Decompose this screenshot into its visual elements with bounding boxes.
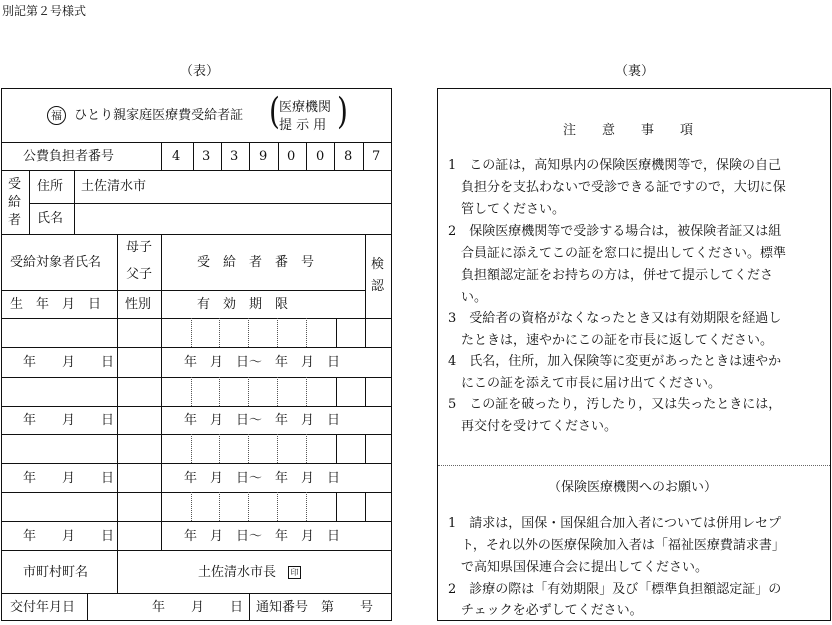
form-number-label: 別記第２号様式	[2, 4, 87, 18]
recipient-label-char-1: 受	[8, 177, 22, 192]
front-card	[1, 88, 392, 621]
row4-validity: 年 月 日～ 年 月 日	[184, 529, 341, 544]
card-title	[47, 106, 243, 125]
burden-digit-2: 3	[202, 149, 211, 164]
back-card	[437, 88, 831, 621]
fushi-label: 父子	[126, 267, 153, 282]
note-4-line-2: にこの証を添えて市長に届け出てください。	[461, 376, 722, 391]
address-value: 土佐清水市	[81, 179, 147, 194]
note-1-line-3: 管してください。	[461, 202, 566, 217]
row2-validity: 年 月 日～ 年 月 日	[184, 413, 341, 428]
recipient-label-char-3: 者	[8, 213, 22, 228]
burden-digit-4: 9	[259, 149, 268, 164]
request-1-line-2: ト，それ以外の医療保険加入者は「福祉医療費請求書」	[461, 538, 785, 553]
issue-date-value: 年 月 日	[152, 600, 244, 615]
request-1-line-3: で高知県国保連合会に提出してください。	[461, 560, 709, 575]
title-side-line1: 医療機関	[279, 100, 332, 115]
inspection-char-2: 認	[371, 279, 385, 294]
front-side-label: （表）	[180, 64, 220, 79]
municipality-value	[198, 566, 301, 579]
request-1-line-1: 1 請求は，国保・国保組合加入者については併用レセプ	[448, 516, 782, 531]
burden-digit-1: 4	[172, 149, 181, 164]
official-seal-mark: 印	[288, 566, 301, 579]
dotted-separator	[438, 465, 830, 466]
note-2-line-4: い。	[461, 290, 488, 305]
burden-digit-6: 0	[316, 149, 325, 164]
recipient-number-label: 受 給 者 番 号	[197, 255, 315, 270]
birthdate-label: 生 年 月 日	[10, 297, 102, 312]
row1-birthdate: 年 月 日	[23, 355, 115, 370]
note-4-line-1: 4 氏名，住所，加入保険等に変更があったときは速やか	[448, 354, 782, 369]
municipality-value-text: 土佐清水市長	[198, 565, 277, 580]
notice-number-value: 第 号	[321, 600, 374, 615]
request-2-line-2: チェックを必ずしてください。	[461, 603, 643, 618]
request-2-line-1: 2 診療の際は「有効期限」及び「標準負担額認定証」の	[448, 582, 782, 597]
notice-number-label: 通知番号	[256, 600, 309, 615]
welfare-circle-mark: 福	[47, 106, 66, 125]
row4-birthdate: 年 月 日	[23, 529, 115, 544]
target-name-label: 受給対象者氏名	[10, 255, 102, 270]
name-label: 氏名	[37, 211, 64, 226]
request-title: （保険医療機関へのお願い）	[548, 480, 718, 495]
title-side-line2: 提 示 用	[279, 118, 327, 133]
row3-birthdate: 年 月 日	[23, 471, 115, 486]
note-3-line-2: たときは，速やかにこの証を市長に返してください。	[461, 333, 774, 348]
issue-date-label: 交付年月日	[10, 600, 76, 615]
back-side-label: （裏）	[615, 64, 655, 79]
burden-digit-5: 0	[287, 149, 296, 164]
note-3-line-1: 3 受給者の資格がなくなったとき又は有効期限を経過し	[448, 311, 782, 326]
note-1-line-2: 負担分を支払わないで受診できる証ですので，大切に保	[461, 180, 786, 195]
burden-digit-8: 7	[372, 149, 381, 164]
burden-digit-7: 8	[344, 149, 353, 164]
address-label: 住所	[37, 179, 64, 194]
title-paren-open: (	[269, 89, 280, 133]
note-1-line-1: 1 この証は，高知県内の保険医療機関等で，保険の自己	[448, 158, 782, 173]
note-5-line-2: 再交付を受けてください。	[461, 419, 618, 434]
note-2-line-2: 合員証に添えてこの証を窓口に提出してください。標準	[461, 246, 787, 261]
note-2-line-1: 2 保険医療機関等で受診する場合は，被保険者証又は組	[448, 224, 782, 239]
validity-label: 有 効 期 限	[197, 297, 289, 312]
burden-digit-3: 3	[230, 149, 239, 164]
row1-validity: 年 月 日～ 年 月 日	[184, 355, 341, 370]
title-paren-close: )	[337, 89, 348, 133]
boshi-label: 母子	[126, 240, 153, 255]
recipient-label-char-2: 給	[8, 195, 22, 210]
inspection-char-1: 検	[371, 257, 385, 272]
burden-number-label: 公費負担者番号	[23, 149, 115, 164]
note-5-line-1: 5 この証を破ったり，汚したり，又は失ったときには，	[448, 397, 782, 412]
notes-title: 注 意 事 項	[563, 123, 694, 138]
card-title-text: ひとり親家庭医療費受給者証	[74, 108, 244, 123]
note-2-line-3: 負担額認定証をお持ちの方は，併せて提示してくださ	[461, 268, 774, 283]
row2-birthdate: 年 月 日	[23, 413, 115, 428]
municipality-label: 市町村町名	[23, 565, 89, 580]
gender-label: 性別	[125, 297, 152, 312]
row3-validity: 年 月 日～ 年 月 日	[184, 471, 341, 486]
